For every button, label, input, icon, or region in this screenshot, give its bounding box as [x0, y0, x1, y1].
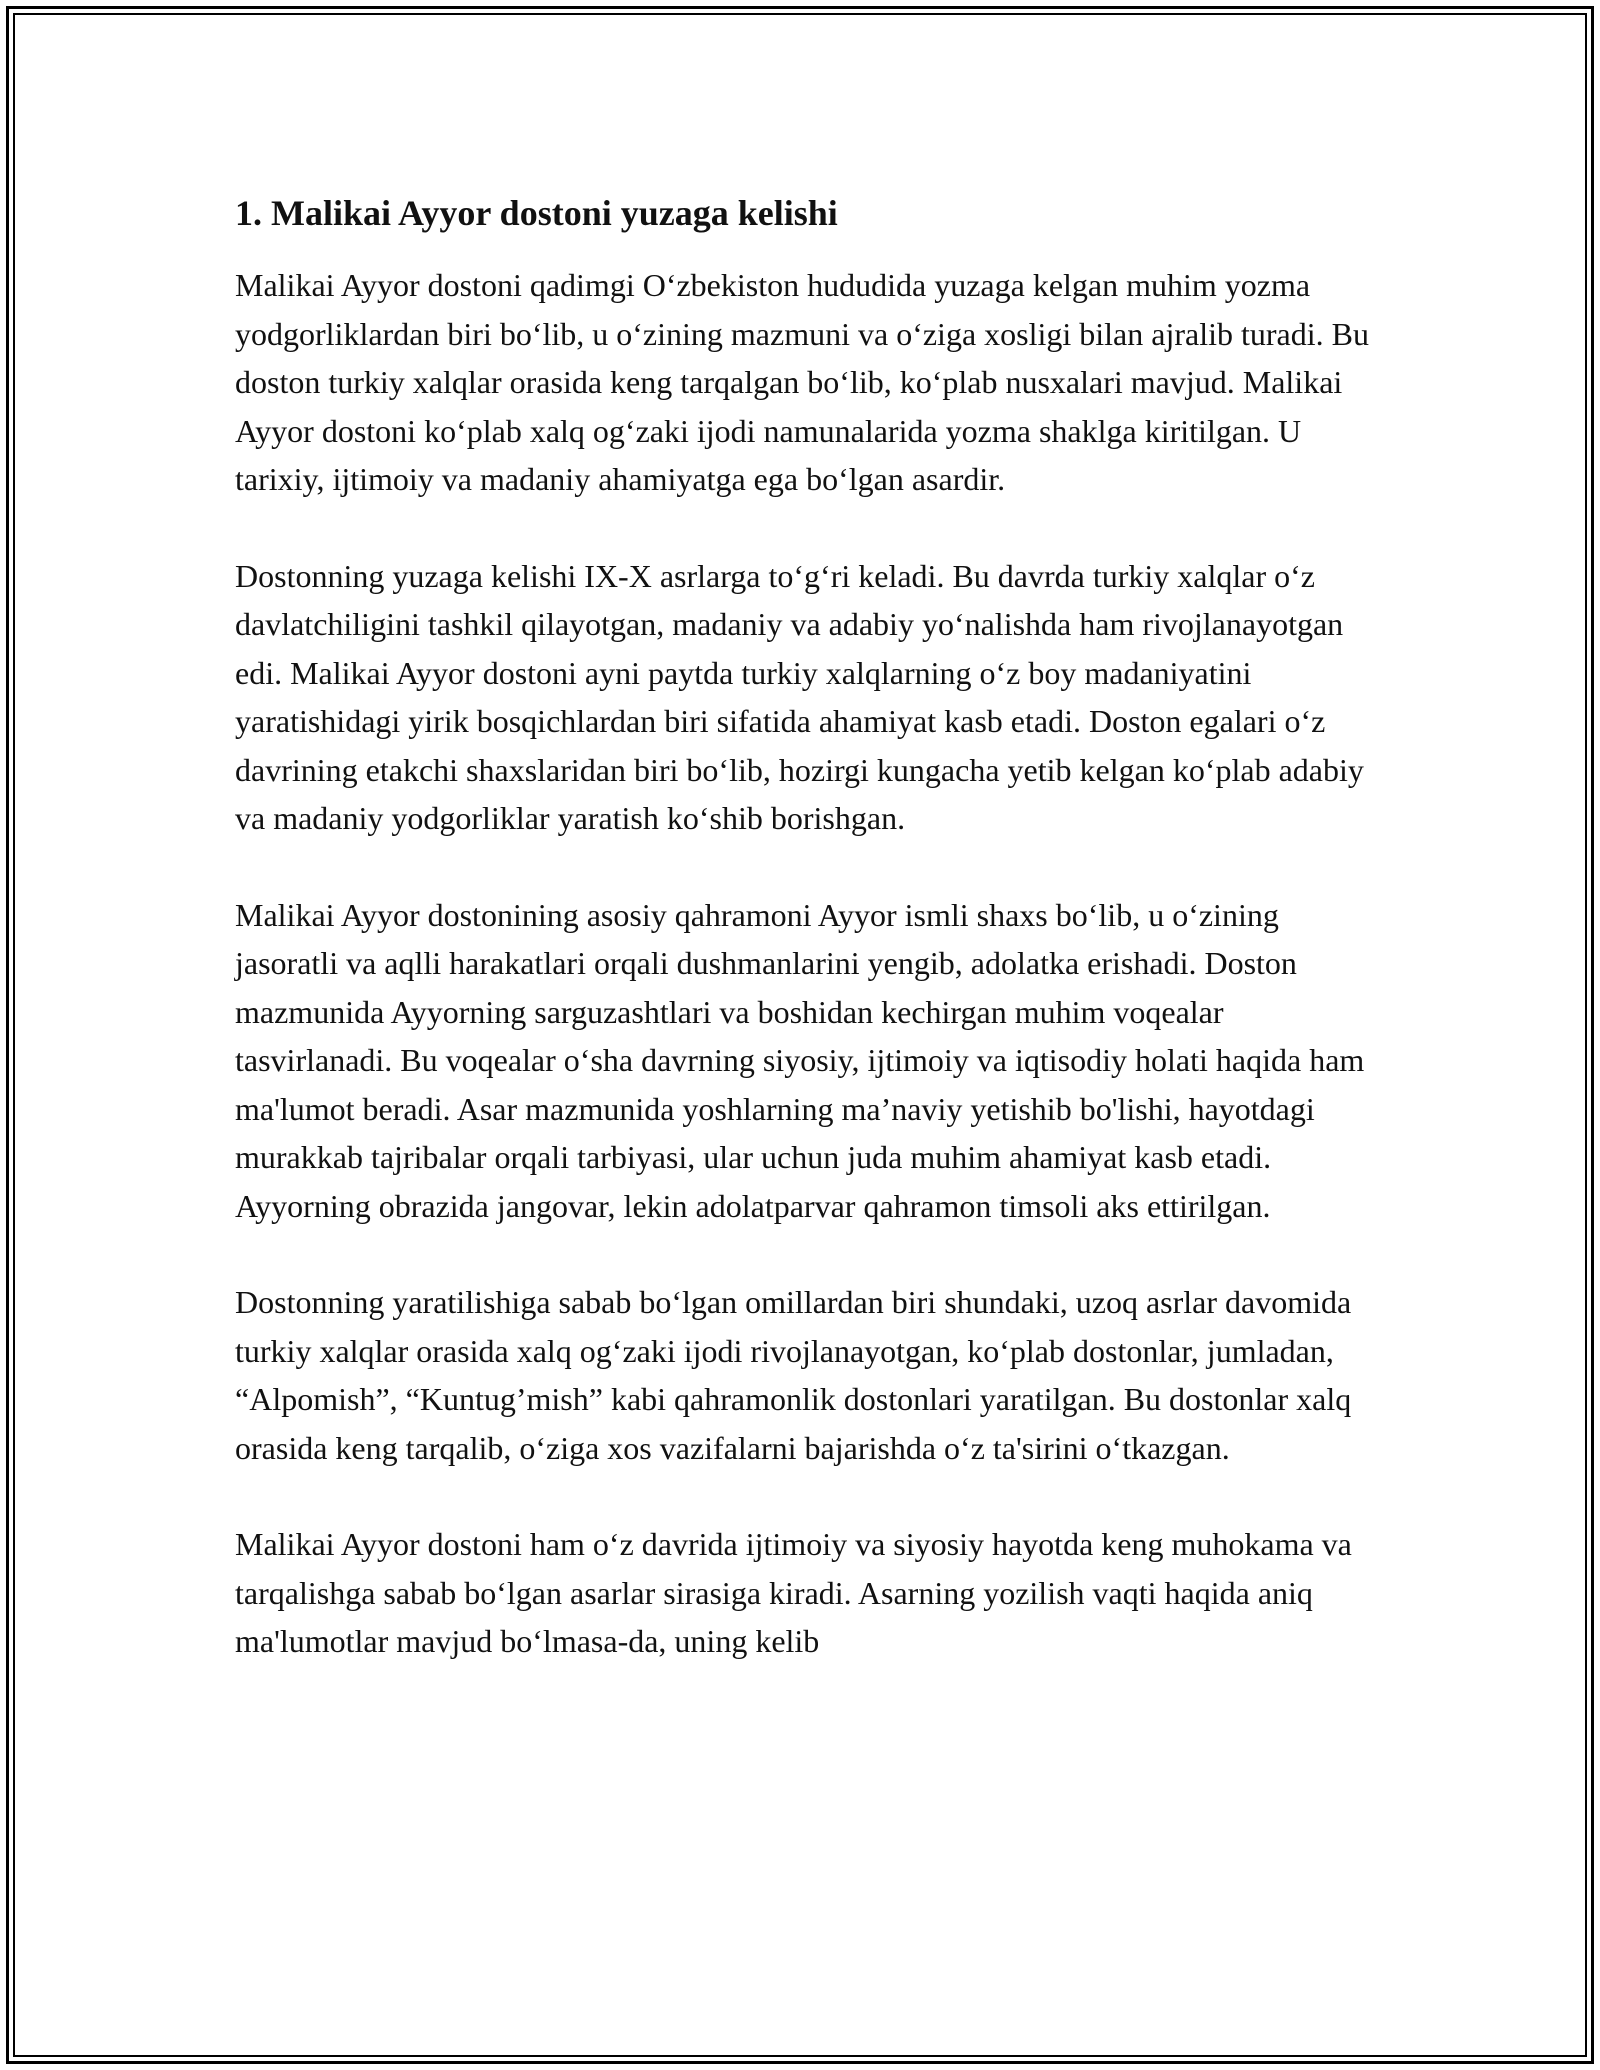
section-heading: 1. Malikai Ayyor dostoni yuzaga kelishi: [235, 193, 838, 233]
paragraph-5: Malikai Ayyor dostoni ham o‘z davrida ijtimoiy va siyosiy hayotda keng muhokama va tarqalishga sabab bo‘lgan asarlar sirasiga kiradi. Asarning yozilish vaqti haqida aniq ma'lumotlar mavjud bo‘lmasa-da, uning kelib: [235, 1526, 1352, 1659]
document-body: [235, 185, 1385, 1714]
paragraph-4: Dostonning yaratilishiga sabab bo‘lgan omillardan biri shundaki, uzoq asrlar davomida turkiy xalqlar orasida xalq og‘zaki ijodi rivojlanayotgan, ko‘plab dostonlar, jumladan, “Alpomish”, “Kuntug’mish” kabi qahramonlik dostonlari yaratilgan. Bu dostonlar xalq orasida keng tarqalib, o‘ziga xos vazifalarni bajarishda o‘z ta'sirini o‘tkazgan.: [235, 1284, 1352, 1466]
paragraph-2: Dostonning yuzaga kelishi IX-X asrlarga to‘g‘ri keladi. Bu davrda turkiy xalqlar o‘z davlatchiligini tashkil qilayotgan, madaniy va adabiy yo‘nalishda ham rivojlanayotgan edi. Malikai Ayyor dostoni ayni paytda turkiy xalqlarning o‘z boy madaniyatini yaratishidagi yirik bosqichlardan biri sifatida ahamiyat kasb etadi. Doston egalari o‘z davrining etakchi shaxslaridan biri bo‘lib, hozirgi kungacha yetib kelgan ko‘plab adabiy va madaniy yodgorliklar yaratish ko‘shib borishgan.: [235, 557, 1364, 836]
paragraph-1: Malikai Ayyor dostoni qadimgi O‘zbekiston hududida yuzaga kelgan muhim yozma yodgorliklardan biri bo‘lib, u o‘zining mazmuni va o‘ziga xosligi bilan ajralib turadi. Bu doston turkiy xalqlar orasida keng tarqalgan bo‘lib, ko‘plab nusxalari mavjud. Malikai Ayyor dostoni ko‘plab xalq og‘zaki ijodi namunalarida yozma shaklga kiritilgan. U tarixiy, ijtimoiy va madaniy ahamiyatga ega bo‘lgan asardir.: [235, 267, 1369, 497]
paragraph-3: Malikai Ayyor dostonining asosiy qahramoni Ayyor ismli shaxs bo‘lib, u o‘zining jasoratli va aqlli harakatlari orqali dushmanlarini yengib, adolatka erishadi. Doston mazmunida Ayyorning sarguzashtlari va boshidan kechirgan muhim voqealar tasvirlanadi. Bu voqealar o‘sha davrning siyosiy, ijtimoiy va iqtisodiy holati haqida ham ma'lumot beradi. Asar mazmunida yoshlarning ma’naviy yetishib bo'lishi, hayotdagi murakkab tajribalar orqali tarbiyasi, ular uchun juda muhim ahamiyat kasb etadi. Ayyorning obrazida jangovar, lekin adolatparvar qahramon timsoli aks ettirilgan.: [235, 896, 1365, 1224]
